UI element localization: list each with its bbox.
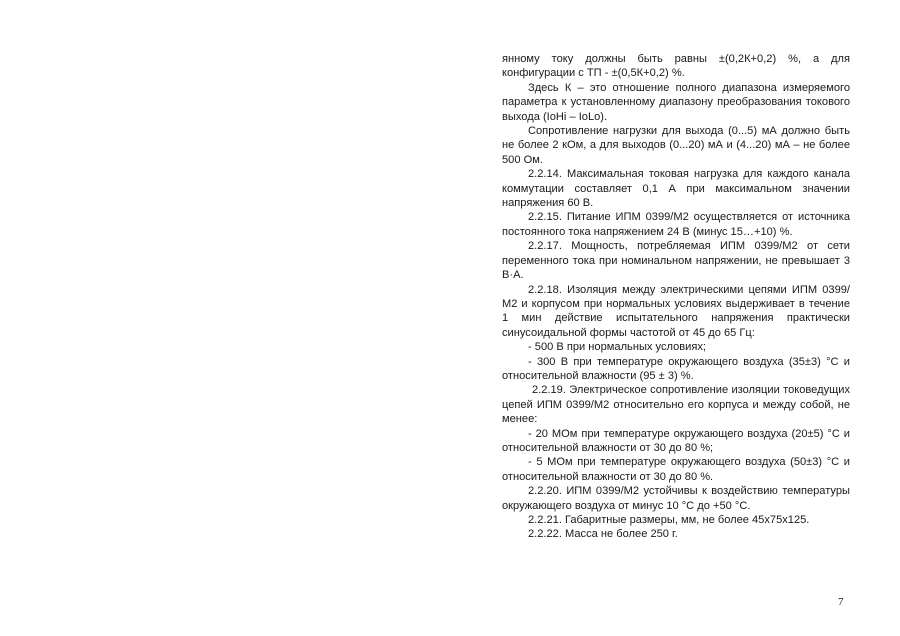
list-item-5mohm: - 5 МОм при температуре окружающего воздуха (50±3) °С и относительной влажности от 30 до 80 %. [502,456,850,483]
page-number: 7 [838,596,844,608]
paragraph-2-2-18: 2.2.18. Изоляция между электрическими цепями ИПМ 0399/М2 и корпусом при нормальных условиях выдерживает в течение 1 мин действие испытательного напряжения практически синусоидальной формы частотой от 45 до 65 Гц: [502,283,850,339]
document-text-column [502,52,850,542]
paragraph-load-resistance: Сопротивление нагрузки для выхода (0...5) мА должно быть не более 2 кОм, а для выходов (0...20) мА и (4...20) мА – не более 500 Ом. [502,125,850,166]
paragraph-2-2-15: 2.2.15. Питание ИПМ 0399/М2 осуществляется от источника постоянного тока напряжением 24 В (минус 15…+10) %. [502,211,850,238]
paragraph-2-2-21: 2.2.21. Габаритные размеры, мм, не более 45х75х125. [528,514,810,526]
paragraph-2-2-22: 2.2.22. Масса не более 250 г. [528,528,678,541]
paragraph-2-2-14: 2.2.14. Максимальная токовая нагрузка для каждого канала коммутации составляет 0,1 А при максимальном значении напряжения 60 В. [502,168,850,210]
paragraph-continuation: янному току должны быть равны ±(0,2К+0,2) %, а для конфигурации с ТП - ±(0,5К+0,2) %. [502,53,850,80]
paragraph-2-2-17: 2.2.17. Мощность, потребляемая ИПМ 0399/М2 от сети переменного тока при номинальном напряжении, не превышает 3 В·А. [502,240,850,282]
list-item-300v: - 300 В при температуре окружающего воздуха (35±3) °С и относительной влажности (95 ± 3) %. [502,355,850,382]
paragraph-k-definition: Здесь К – это отношение полного диапазона измеряемого параметра к установленному диапазону преобразования токового выхода (IoHi – IoLo). [502,81,850,123]
list-item-20mohm: - 20 МОм при температуре окружающего воздуха (20±5) °С и относительной влажности от 30 до 80 %; [502,427,850,454]
list-item-500v: - 500 В при нормальных условиях; [528,341,707,354]
paragraph-2-2-20: 2.2.20. ИПМ 0399/М2 устойчивы к воздействию температуры окружающего воздуха от минус 10 °С до +50 °С. [502,485,850,512]
paragraph-2-2-19: 2.2.19. Электрическое сопротивление изоляции токоведущих цепей ИПМ 0399/М2 относительно его корпуса и между собой, не менее: [502,384,850,426]
